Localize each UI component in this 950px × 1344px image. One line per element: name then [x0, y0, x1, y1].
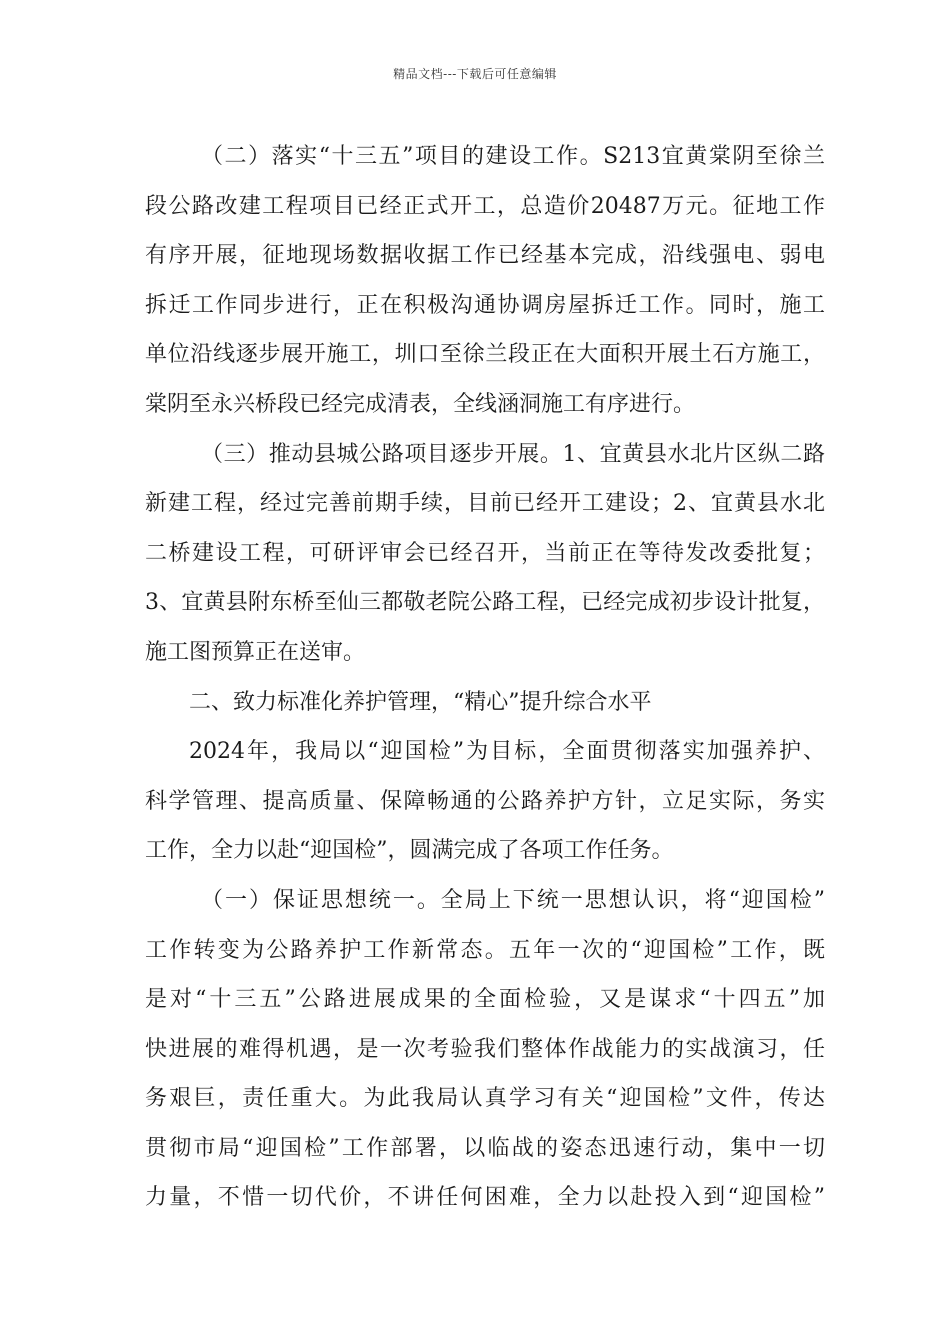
paragraph-line: 单位沿线逐步展开施工，圳口至徐兰段正在大面积开展土石方施工， [145, 342, 825, 368]
paragraph-line: 段公路改建工程项目已经正式开工，总造价20487万元。征地工作 [145, 193, 825, 219]
paragraph-line: 二桥建设工程，可研评审会已经召开，当前正在等待发改委批复； [145, 540, 825, 566]
section-heading: 二、致力标准化养护管理，“精心”提升综合水平 [189, 689, 652, 715]
paragraph-line: 工作，全力以赴“迎国检”，圆满完成了各项工作任务。 [145, 838, 674, 864]
paragraph-line: 是对“十三五”公路进展成果的全面检验，又是谋求“十四五”加 [145, 987, 825, 1013]
paragraph-line: 拆迁工作同步进行，正在积极沟通协调房屋拆迁工作。同时，施工 [145, 292, 825, 318]
paragraph-line: 2024年，我局以“迎国检”为目标，全面贯彻落实加强养护、 [189, 739, 825, 765]
paragraph-line: （二）落实“十三五”项目的建设工作。S213宜黄棠阴至徐兰 [201, 144, 825, 169]
paragraph-line: 棠阴至永兴桥段已经完成清表，全线涵洞施工有序进行。 [145, 391, 696, 417]
paragraph-line: 工作转变为公路养护工作新常态。五年一次的“迎国检”工作，既 [145, 937, 825, 963]
paragraph-line: 务艰巨，责任重大。为此我局认真学习有关“迎国检”文件，传达 [145, 1086, 825, 1112]
paragraph-line: 3、宜黄县附东桥至仙三都敬老院公路工程，已经完成初步设计批复， [145, 590, 825, 616]
paragraph-line: （三）推动县城公路项目逐步开展。1、宜黄县水北片区纵二路 [201, 441, 825, 467]
paragraph-line: 贯彻市局“迎国检”工作部署，以临战的姿态迅速行动，集中一切 [145, 1135, 825, 1161]
paragraph-line: （一）保证思想统一。全局上下统一思想认识，将“迎国检” [201, 887, 825, 913]
document-body [145, 132, 825, 1223]
paragraph-line: 新建工程，经过完善前期手续，目前已经开工建设；2、宜黄县水北 [145, 491, 825, 517]
paragraph-line: 施工图预算正在送审。 [145, 639, 366, 665]
paragraph-line: 有序开展，征地现场数据收据工作已经基本完成，沿线强电、弱电 [145, 243, 825, 269]
paragraph-line: 快进展的难得机遇，是一次考验我们整体作战能力的实战演习，任 [145, 1036, 825, 1062]
paragraph-line: 力量，不惜一切代价，不讲任何困难，全力以赴投入到“迎国检” [145, 1185, 825, 1211]
paragraph-line: 科学管理、提高质量、保障畅通的公路养护方针，立足实际，务实 [145, 788, 825, 814]
page-header: 精品文档---下载后可任意编辑 [393, 67, 557, 81]
